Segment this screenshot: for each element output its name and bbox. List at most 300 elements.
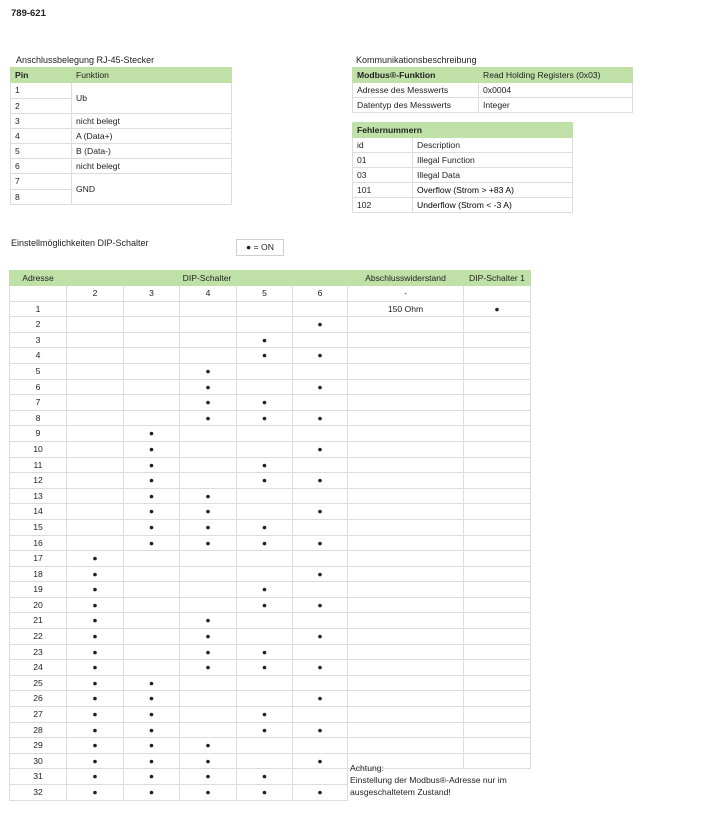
error-id: 101 [353,183,413,198]
switch-cell: ● [180,410,237,426]
table-row [10,551,348,567]
switch-cell [124,317,180,333]
empty-cell [464,675,531,691]
pin-cell: 3 [11,114,72,129]
empty-cell [348,410,464,426]
switch-cell: ● [293,566,348,582]
switch-cell: ● [67,707,124,723]
switch-cell: ● [180,660,237,676]
term-resistor-value: - [348,286,464,302]
rj45-header-pin: Pin [11,68,72,83]
switch-cell: ● [293,660,348,676]
switch-cell [180,597,237,613]
empty-cell [464,644,531,660]
empty-cell [464,535,531,551]
table-row [10,785,348,801]
term-switch-cell [464,286,531,302]
comm-section-title: Kommunikationsbeschreibung [356,55,477,65]
rj45-header-function: Funktion [72,68,232,83]
switch-cell [237,613,293,629]
switch-cell: ● [293,410,348,426]
switch-cell [124,332,180,348]
comm-header-label: Modbus®-Funktion [353,68,479,83]
empty-cell [464,395,531,411]
table-row [348,348,531,364]
address-cell: 7 [10,395,67,411]
table-row [10,301,348,317]
switch-cell: ● [237,785,293,801]
empty-cell [464,597,531,613]
address-cell: 28 [10,722,67,738]
switch-cell [293,769,348,785]
address-cell: 30 [10,753,67,769]
switch-cell: ● [124,707,180,723]
switch-cell: ● [67,644,124,660]
function-cell: GND [72,174,232,205]
table-row [348,691,531,707]
switch-cell [180,551,237,567]
switch-cell: ● [67,769,124,785]
switch-cell: ● [124,769,180,785]
table-row [348,566,531,582]
error-description: Illegal Data [413,168,573,183]
table-row [10,504,348,520]
table-row [348,551,531,567]
switch-cell [293,332,348,348]
switch-cell [293,426,348,442]
switch-cell: ● [293,504,348,520]
switch-cell [293,301,348,317]
switch-cell [293,488,348,504]
empty-cell [348,504,464,520]
empty-cell [464,379,531,395]
term-header-switch: DIP-Schalter 1 [464,271,531,286]
switch-cell: ● [237,348,293,364]
address-cell: 13 [10,488,67,504]
switch-cell [67,457,124,473]
address-cell: 18 [10,566,67,582]
switch-cell: ● [67,582,124,598]
address-cell: 10 [10,441,67,457]
empty-cell [464,504,531,520]
switch-cell [237,675,293,691]
empty-cell [348,675,464,691]
switch-cell: ● [124,488,180,504]
switch-cell [124,348,180,364]
switch-cell [67,488,124,504]
term-header-resistor: Abschlusswiderstand [348,271,464,286]
table-row [348,504,531,520]
address-cell: 1 [10,301,67,317]
switch-cell: ● [67,629,124,645]
switch-cell: ● [180,363,237,379]
switch-cell [67,348,124,364]
switch-cell: ● [67,675,124,691]
dip-header-address: Adresse [10,271,67,286]
empty-cell [464,363,531,379]
warning-note [350,762,550,798]
error-id: id [353,138,413,153]
switch-cell [124,301,180,317]
table-row [10,691,348,707]
switch-cell: ● [237,582,293,598]
empty-cell [348,738,464,754]
switch-cell [293,551,348,567]
table-row [10,457,348,473]
switch-cell: ● [293,535,348,551]
address-cell: 23 [10,644,67,660]
comm-header-value: Read Holding Registers (0x03) [479,68,633,83]
switch-cell [293,363,348,379]
switch-cell: ● [67,722,124,738]
empty-cell [464,441,531,457]
switch-cell: ● [237,332,293,348]
table-row [10,535,348,551]
switch-cell: ● [124,691,180,707]
error-description: Description [413,138,573,153]
switch-cell [237,566,293,582]
empty-cell [348,519,464,535]
empty-cell [464,426,531,442]
address-cell: 19 [10,582,67,598]
empty-cell [464,707,531,723]
switch-number: 3 [124,286,180,302]
term-switch-dot: ● [464,301,531,317]
address-cell: 32 [10,785,67,801]
termination-table [347,270,531,769]
empty-cell [348,629,464,645]
table-row [10,348,348,364]
switch-cell [124,566,180,582]
switch-cell [237,488,293,504]
switch-cell [67,441,124,457]
switch-cell [180,707,237,723]
function-cell: nicht belegt [72,159,232,174]
switch-cell: ● [293,597,348,613]
empty-cell [348,707,464,723]
switch-cell [237,426,293,442]
switch-cell: ● [293,473,348,489]
switch-cell [237,363,293,379]
empty-cell [348,363,464,379]
term-resistor-value: 150 Ohm [348,301,464,317]
switch-number: 4 [180,286,237,302]
comm-table [352,67,633,113]
empty-cell [464,410,531,426]
table-row [10,441,348,457]
comm-label: Datentyp des Messwerts [353,98,479,113]
empty-cell [464,566,531,582]
table-row [348,488,531,504]
switch-cell: ● [180,395,237,411]
empty-cell [348,566,464,582]
switch-cell: ● [237,519,293,535]
address-cell: 20 [10,597,67,613]
empty-cell [348,551,464,567]
switch-cell [67,395,124,411]
switch-cell [293,707,348,723]
switch-cell: ● [293,691,348,707]
switch-cell [293,613,348,629]
switch-cell: ● [67,566,124,582]
address-cell: 26 [10,691,67,707]
table-row [10,410,348,426]
switch-cell: ● [180,629,237,645]
switch-cell: ● [180,738,237,754]
switch-cell [124,660,180,676]
switch-cell [180,441,237,457]
address-cell: 24 [10,660,67,676]
table-row [348,535,531,551]
empty-cell [348,660,464,676]
table-row [348,317,531,333]
address-cell: 16 [10,535,67,551]
empty-cell [348,722,464,738]
empty-cell [464,332,531,348]
switch-cell: ● [124,753,180,769]
switch-cell: ● [124,441,180,457]
table-row [10,566,348,582]
empty-cell [348,691,464,707]
table-row [348,473,531,489]
switch-cell: ● [124,519,180,535]
table-row [348,519,531,535]
empty-cell [348,332,464,348]
table-row [348,457,531,473]
switch-cell [237,317,293,333]
table-row [10,769,348,785]
table-row [348,379,531,395]
table-row [348,597,531,613]
pin-cell: 4 [11,129,72,144]
switch-cell [180,722,237,738]
table-row [10,753,348,769]
empty-cell [464,613,531,629]
table-row [10,644,348,660]
table-row [10,519,348,535]
switch-cell [237,753,293,769]
table-row [10,488,348,504]
switch-cell: ● [180,504,237,520]
switch-cell [124,644,180,660]
switch-cell [237,629,293,645]
switch-number: 5 [237,286,293,302]
switch-cell [293,519,348,535]
switch-cell: ● [124,738,180,754]
termination-body [348,286,531,769]
address-cell: 14 [10,504,67,520]
dip-switch-table [9,270,348,801]
comm-value: Integer [479,98,633,113]
switch-cell [124,629,180,645]
warning-note-line: Achtung: [350,763,384,773]
switch-cell: ● [124,785,180,801]
table-row [10,582,348,598]
switch-cell: ● [293,441,348,457]
switch-cell [293,395,348,411]
address-cell: 9 [10,426,67,442]
dip-header-switch: DIP-Schalter [67,271,348,286]
table-row [348,441,531,457]
switch-cell: ● [180,613,237,629]
switch-cell: ● [124,675,180,691]
switch-cell [237,551,293,567]
switch-cell [237,379,293,395]
error-description: Illegal Function [413,153,573,168]
dip-table-body [10,301,348,800]
switch-cell: ● [67,551,124,567]
table-row [10,317,348,333]
switch-cell [180,473,237,489]
switch-cell [293,644,348,660]
switch-cell [293,457,348,473]
switch-cell: ● [293,348,348,364]
empty-cell [348,441,464,457]
error-description: Overflow (Strom > +83 A) [413,183,573,198]
switch-cell [67,426,124,442]
address-cell: 6 [10,379,67,395]
address-cell: 31 [10,769,67,785]
switch-cell [180,691,237,707]
empty-cell [464,660,531,676]
switch-cell: ● [67,597,124,613]
table-row [348,675,531,691]
switch-cell: ● [237,644,293,660]
table-row [10,629,348,645]
function-cell: A (Data+) [72,129,232,144]
warning-note-line: ausgeschaltetem Zustand! [350,787,451,797]
switch-cell: ● [237,769,293,785]
switch-cell: ● [124,457,180,473]
switch-cell [124,410,180,426]
switch-cell [180,332,237,348]
switch-cell: ● [293,785,348,801]
table-row [348,395,531,411]
address-cell: 17 [10,551,67,567]
empty-cell [348,348,464,364]
pin-cell: 7 [11,174,72,190]
switch-cell [67,410,124,426]
switch-cell: ● [237,457,293,473]
switch-number-blank [10,286,67,302]
empty-cell [464,629,531,645]
warning-note-line: Einstellung der Modbus®-Adresse nur im [350,775,507,785]
empty-cell [464,488,531,504]
empty-cell [348,597,464,613]
switch-cell [180,426,237,442]
empty-cell [348,317,464,333]
switch-cell: ● [124,473,180,489]
table-row [348,426,531,442]
table-row [10,426,348,442]
function-cell: nicht belegt [72,114,232,129]
switch-cell [180,675,237,691]
switch-cell [124,379,180,395]
switch-cell: ● [124,504,180,520]
empty-cell [348,613,464,629]
address-cell: 27 [10,707,67,723]
switch-cell: ● [180,519,237,535]
errors-header: Fehlernummern [353,123,573,138]
switch-cell [67,379,124,395]
address-cell: 21 [10,613,67,629]
table-row [348,613,531,629]
error-id: 102 [353,198,413,213]
table-row [10,613,348,629]
switch-cell: ● [237,473,293,489]
table-row [348,410,531,426]
switch-cell [67,332,124,348]
switch-cell [237,301,293,317]
address-cell: 5 [10,363,67,379]
empty-cell [464,317,531,333]
table-row [10,473,348,489]
switch-cell: ● [67,785,124,801]
switch-cell: ● [67,753,124,769]
function-cell: Ub [72,83,232,114]
error-description: Underflow (Strom < -3 A) [413,198,573,213]
address-cell: 3 [10,332,67,348]
switch-cell: ● [237,410,293,426]
address-cell: 8 [10,410,67,426]
pin-cell: 6 [11,159,72,174]
table-row [348,629,531,645]
switch-cell [124,551,180,567]
address-cell: 22 [10,629,67,645]
switch-cell: ● [180,488,237,504]
switch-cell [180,317,237,333]
empty-cell [348,488,464,504]
switch-cell [180,566,237,582]
empty-cell [464,722,531,738]
address-cell: 25 [10,675,67,691]
switch-cell [180,582,237,598]
switch-cell [67,473,124,489]
switch-cell: ● [180,769,237,785]
switch-cell [293,738,348,754]
switch-cell [293,675,348,691]
table-row [10,597,348,613]
address-cell: 12 [10,473,67,489]
switch-cell: ● [180,753,237,769]
table-row [10,707,348,723]
empty-cell [464,519,531,535]
switch-cell: ● [180,785,237,801]
switch-cell: ● [67,613,124,629]
switch-cell [293,582,348,598]
table-row [10,722,348,738]
table-row [348,722,531,738]
switch-cell [124,395,180,411]
address-cell: 15 [10,519,67,535]
switch-cell: ● [124,722,180,738]
table-row [10,395,348,411]
switch-cell [124,363,180,379]
empty-cell [348,457,464,473]
empty-cell [464,473,531,489]
switch-cell [67,519,124,535]
errors-table [352,122,573,213]
pin-cell: 5 [11,144,72,159]
legend-on: ● = ON [236,239,284,256]
table-row [10,379,348,395]
table-row [10,660,348,676]
table-row [348,738,531,754]
empty-cell [464,582,531,598]
switch-cell [67,363,124,379]
comm-value: 0x0004 [479,83,633,98]
switch-cell [180,301,237,317]
